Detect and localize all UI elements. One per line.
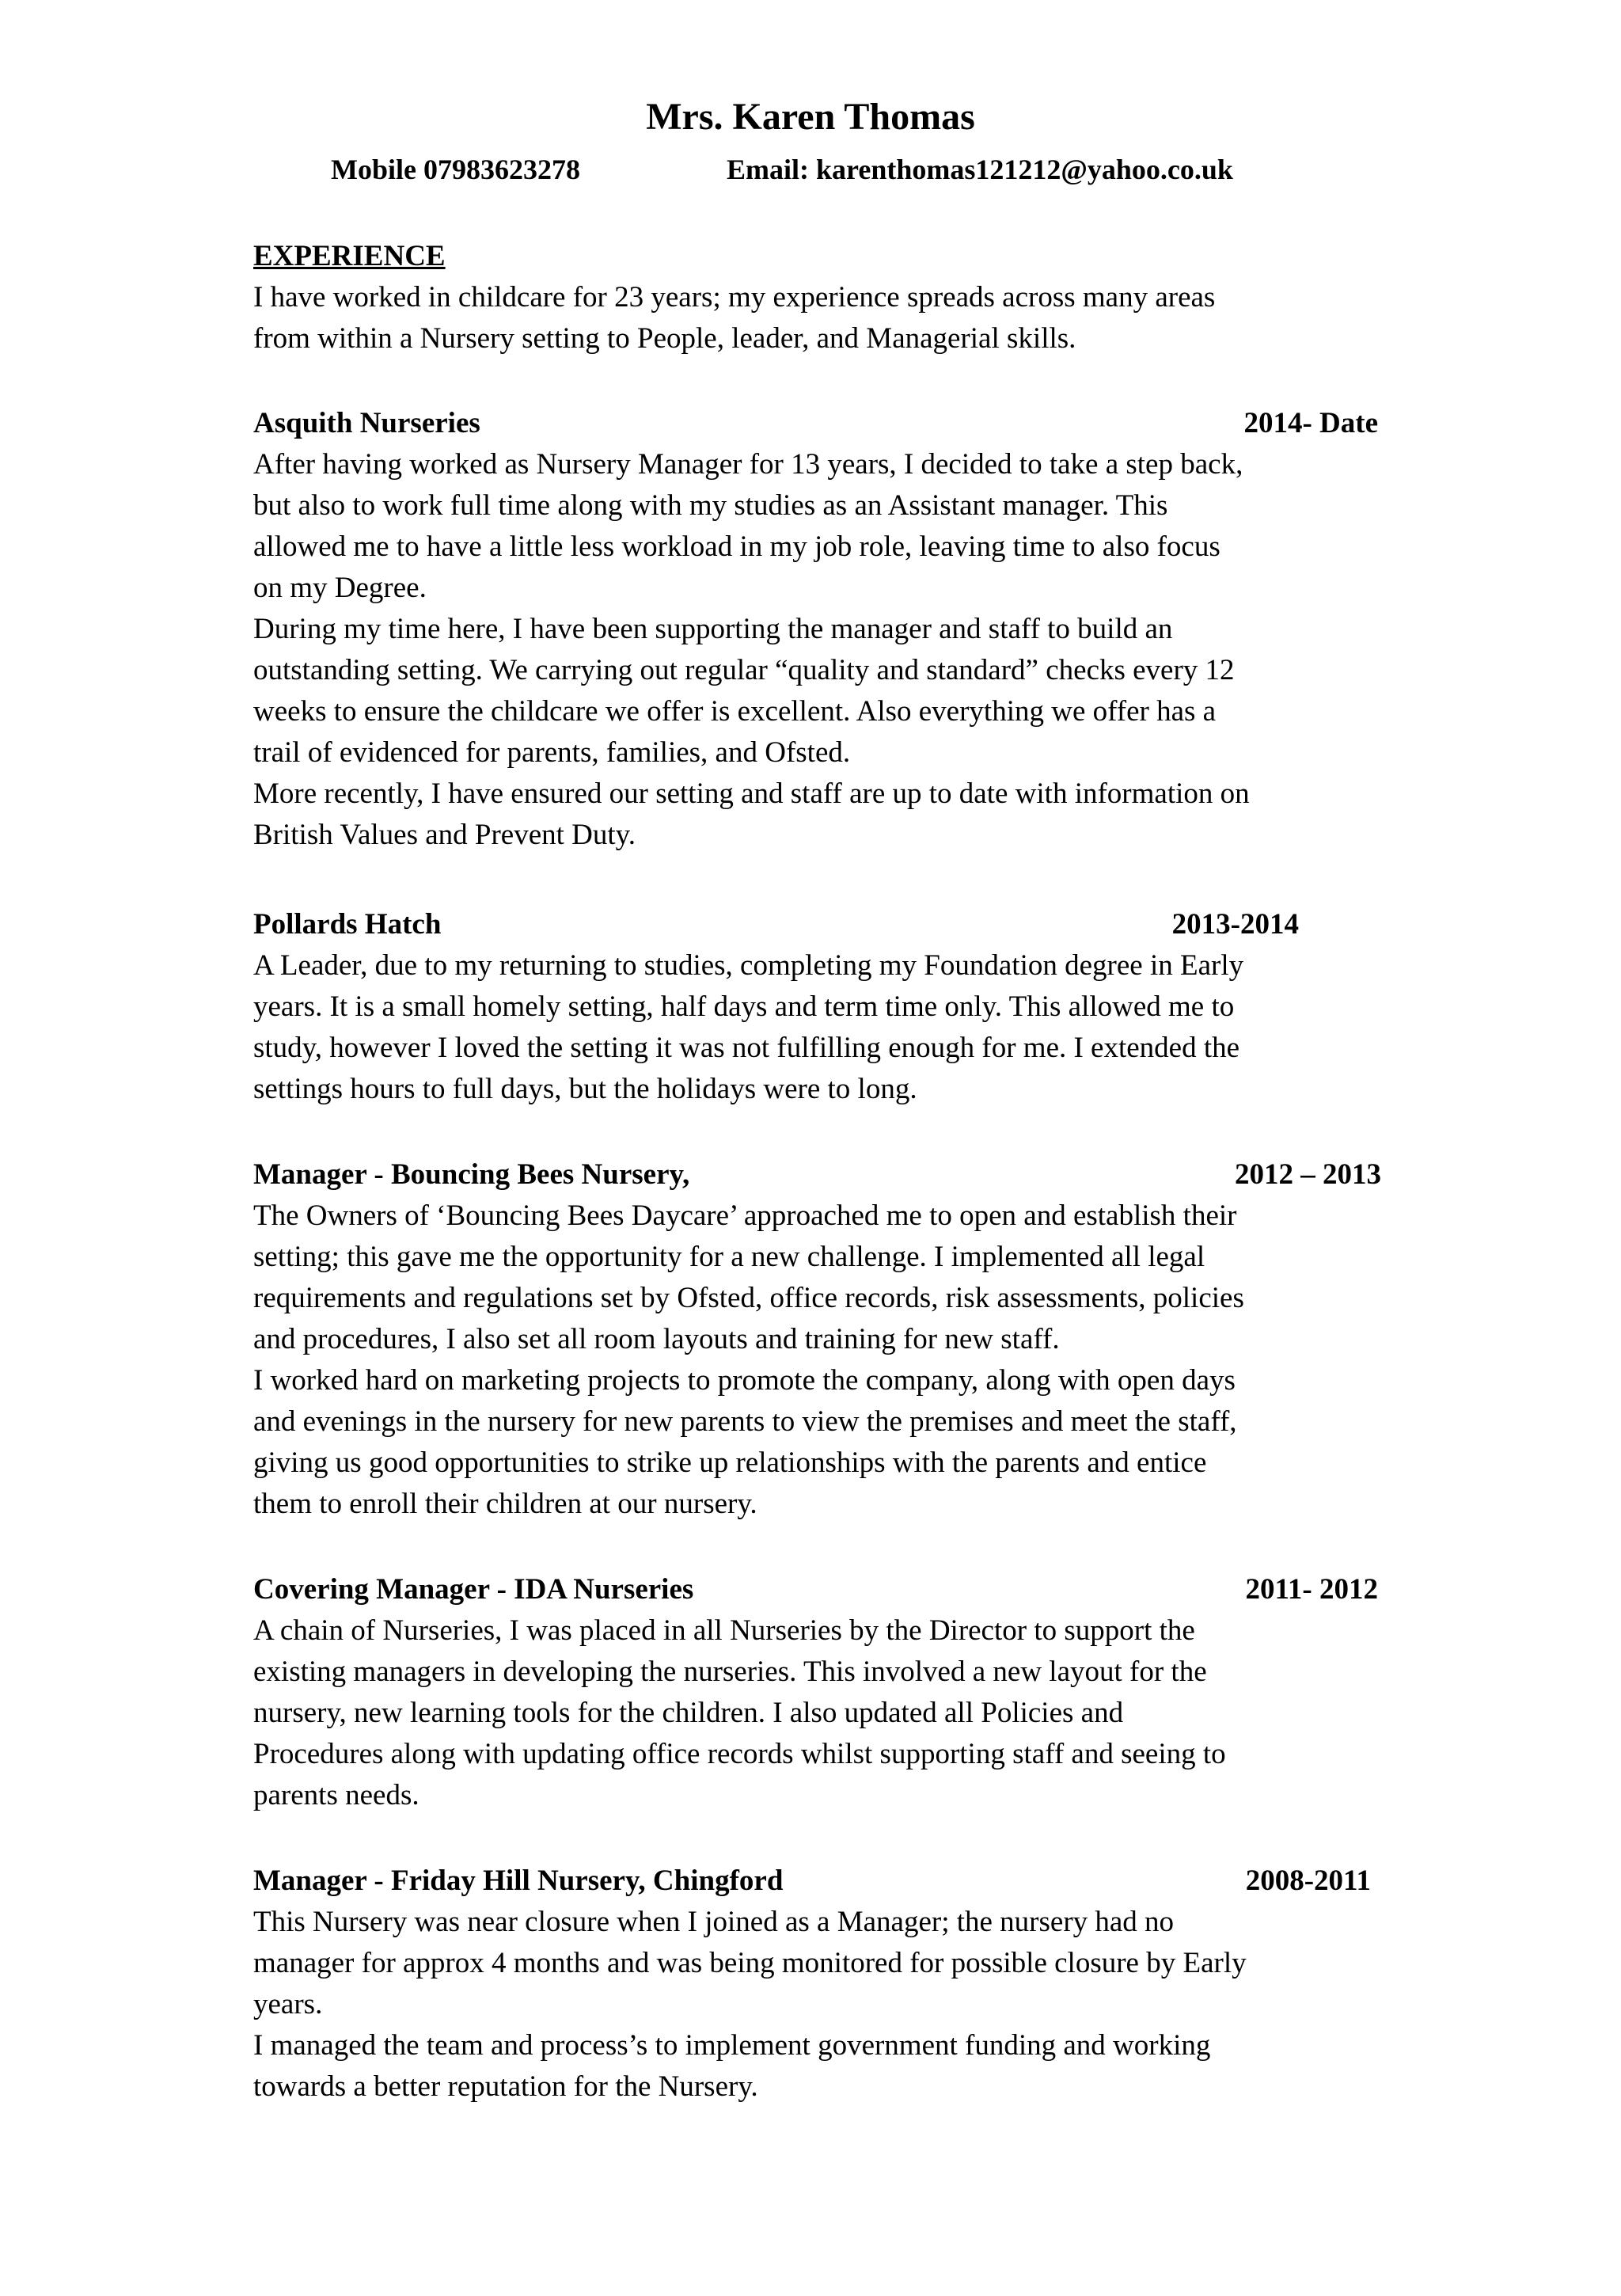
job-description (253, 1610, 1393, 1816)
description-line: allowed me to have a little less workload in my job role, leaving time to also focus (253, 530, 1220, 563)
description-line: A chain of Nurseries, I was placed in all Nurseries by the Director to support the (253, 1614, 1195, 1647)
description-line: setting; this gave me the opportunity for a new challenge. I implemented all legal (253, 1241, 1205, 1273)
job-title: Manager - Bouncing Bees Nursery, (253, 1158, 690, 1191)
description-line: I managed the team and process’s to implement government funding and working (253, 2029, 1211, 2062)
candidate-name: Mrs. Karen Thomas (646, 96, 975, 138)
job-date: 2011- 2012 (1245, 1573, 1378, 1606)
job-date: 2012 – 2013 (1235, 1158, 1381, 1191)
intro-line: I have worked in childcare for 23 years; my experience spreads across many areas (253, 281, 1216, 314)
description-line: parents needs. (253, 1779, 419, 1811)
job-description (253, 945, 1393, 1110)
job-date: 2014- Date (1243, 407, 1378, 439)
job-description (253, 1196, 1393, 1525)
description-line: existing managers in developing the nurseries. This involved a new layout for the (253, 1655, 1207, 1688)
description-line: and procedures, I also set all room layouts and training for new staff. (253, 1323, 1060, 1355)
job-title: Covering Manager - IDA Nurseries (253, 1573, 694, 1606)
description-line: weeks to ensure the childcare we offer is excellent. Also everything we offer has a (253, 695, 1217, 728)
description-line: towards a better reputation for the Nursery. (253, 2070, 758, 2103)
job-title: Pollards Hatch (253, 908, 442, 941)
description-line: requirements and regulations set by Ofsted, office records, risk assessments, policies (253, 1282, 1244, 1314)
description-line: but also to work full time along with my studies as an Assistant manager. This (253, 489, 1168, 522)
job-date: 2008-2011 (1245, 1865, 1371, 1897)
description-line: Procedures along with updating office records whilst supporting staff and seeing to (253, 1738, 1226, 1770)
description-line: outstanding setting. We carrying out regular “quality and standard” checks every 12 (253, 654, 1235, 686)
job-description (253, 444, 1393, 856)
description-line: study, however I loved the setting it was not fulfilling enough for me. I extended the (253, 1032, 1240, 1064)
description-line: on my Degree. (253, 572, 427, 604)
job-title: Manager - Friday Hill Nursery, Chingford (253, 1865, 784, 1897)
description-line: I worked hard on marketing projects to promote the company, along with open days (253, 1364, 1236, 1397)
intro-line: from within a Nursery setting to People, leader, and Managerial skills. (253, 322, 1076, 355)
description-line: During my time here, I have been supporting the manager and staff to build an (253, 613, 1173, 645)
description-line: trail of evidenced for parents, families, and Ofsted. (253, 736, 851, 769)
experience-intro (253, 277, 1393, 359)
description-line: The Owners of ‘Bouncing Bees Daycare’ approached me to open and establish their (253, 1199, 1237, 1232)
job-date: 2013-2014 (1171, 908, 1299, 941)
description-line: A Leader, due to my returning to studies, completing my Foundation degree in Early (253, 949, 1244, 982)
description-line: years. (253, 1988, 323, 2020)
description-line: More recently, I have ensured our setting and staff are up to date with information on (253, 777, 1250, 810)
experience-heading: EXPERIENCE (253, 240, 446, 272)
job-description (253, 1902, 1393, 2108)
description-line: them to enroll their children at our nursery. (253, 1488, 757, 1520)
description-line: British Values and Prevent Duty. (253, 819, 636, 851)
mobile-number: Mobile 07983623278 (331, 154, 580, 185)
description-line: giving us good opportunities to strike up relationships with the parents and entice (253, 1446, 1207, 1479)
description-line: After having worked as Nursery Manager for 13 years, I decided to take a step back, (253, 448, 1243, 481)
description-line: years. It is a small homely setting, half days and term time only. This allowed me to (253, 990, 1235, 1023)
job-title: Asquith Nurseries (253, 407, 480, 439)
description-line: manager for approx 4 months and was being monitored for possible closure by Early (253, 1947, 1247, 1979)
description-line: settings hours to full days, but the holidays were to long. (253, 1073, 917, 1105)
description-line: nursery, new learning tools for the children. I also updated all Policies and (253, 1697, 1124, 1729)
description-line: and evenings in the nursery for new parents to view the premises and meet the staff, (253, 1405, 1237, 1438)
description-line: This Nursery was near closure when I joined as a Manager; the nursery had no (253, 1906, 1175, 1938)
email-address: Email: karenthomas121212@yahoo.co.uk (727, 154, 1233, 185)
